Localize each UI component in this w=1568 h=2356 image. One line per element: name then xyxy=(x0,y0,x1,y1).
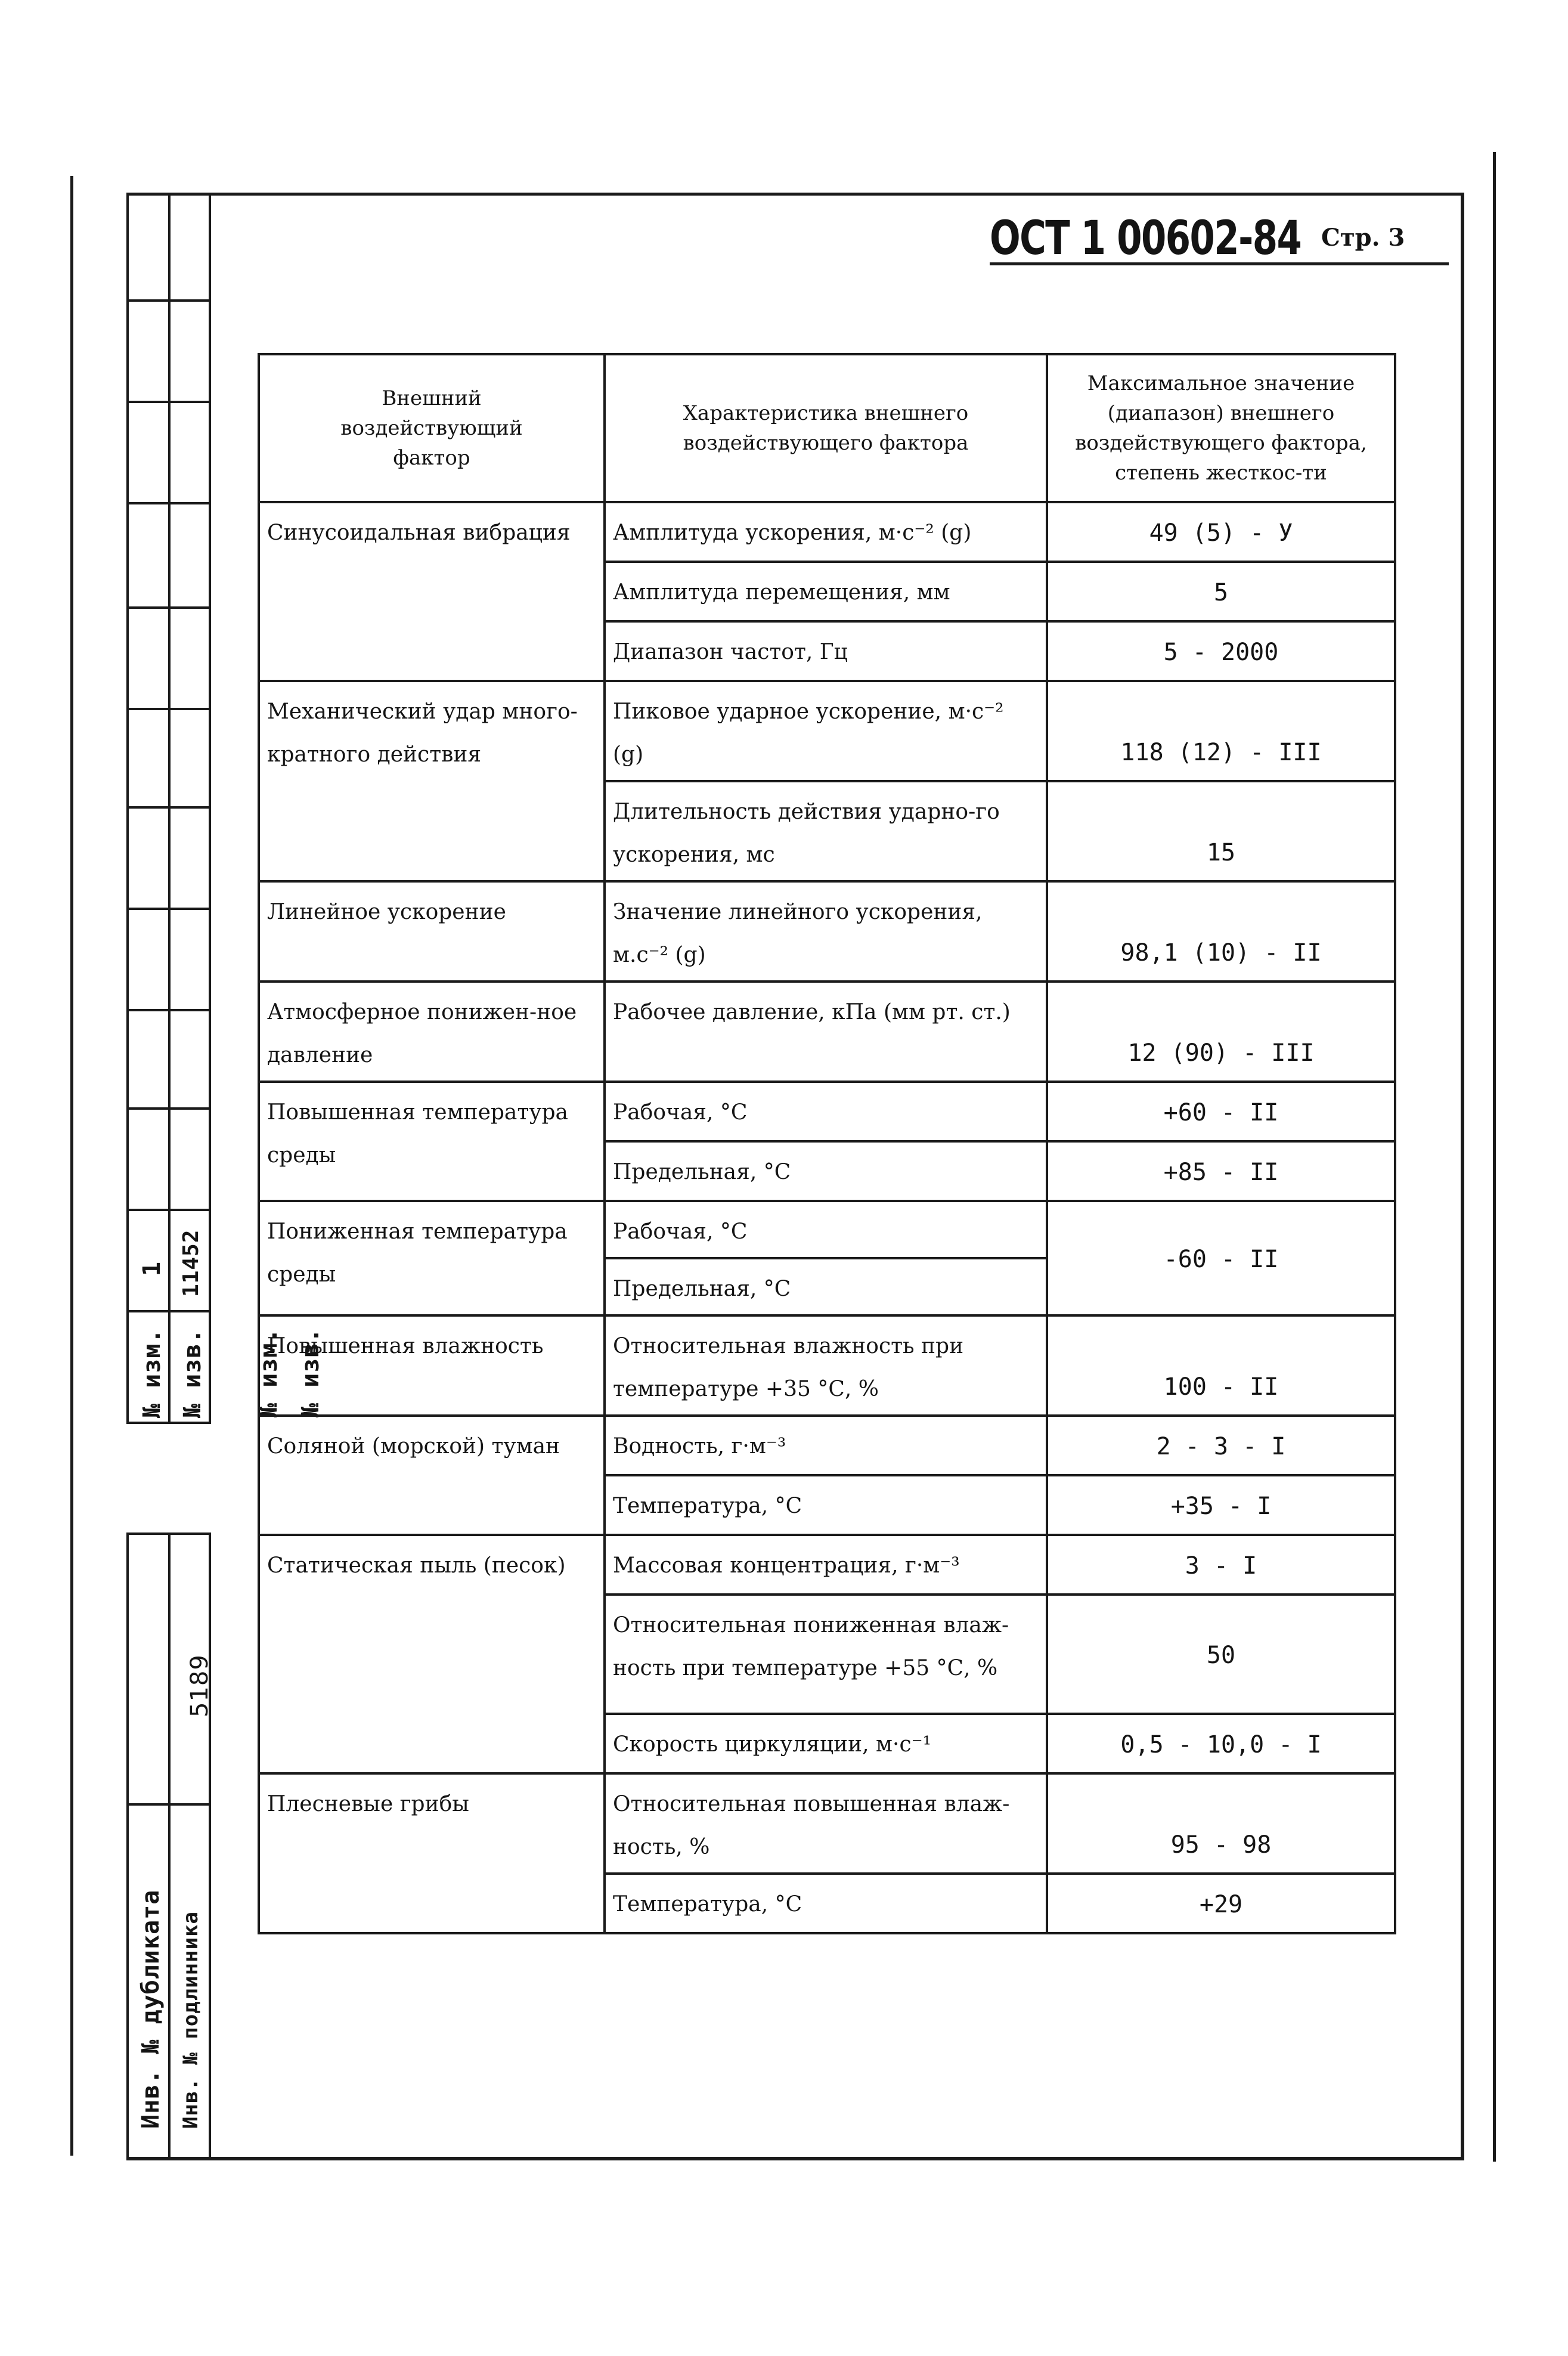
page-number: Стр. 3 xyxy=(1321,224,1405,252)
characteristic-cell: Предельная, °С xyxy=(605,1258,1047,1315)
value-cell: +60 - II xyxy=(1047,1082,1395,1141)
table-row xyxy=(259,1315,1395,1416)
characteristic-cell: Скорость циркуляции, м·с⁻¹ xyxy=(605,1714,1047,1773)
table-row xyxy=(259,681,1395,781)
stamp-row-line xyxy=(129,401,209,403)
stamp-row-line xyxy=(129,1009,209,1011)
stamp-row-line xyxy=(129,502,209,504)
factor-cell: Статическая пыль (песок) xyxy=(259,1535,605,1773)
table-row xyxy=(259,1416,1395,1475)
characteristic-cell: Относительная повышенная влаж-ность, % xyxy=(605,1773,1047,1874)
document-code: ОСТ 1 00602-84 xyxy=(990,212,1301,265)
factor-cell: Повышенная влажность xyxy=(259,1315,605,1416)
header-factor: Внешний воздействующий фактор xyxy=(259,354,605,502)
value-cell: 15 xyxy=(1047,781,1395,881)
value-cell: 5 - 2000 xyxy=(1047,621,1395,681)
notice-no-label: № изв. xyxy=(297,1327,324,1417)
factor-cell: Соляной (морской) туман xyxy=(259,1416,605,1535)
value-cell: 0,5 - 10,0 - I xyxy=(1047,1714,1395,1773)
factor-cell: Линейное ускорение xyxy=(259,881,605,982)
notice-no-value: 11452 xyxy=(179,1229,203,1297)
right-scan-edge xyxy=(1493,152,1496,2162)
characteristic-cell: Температура, °С xyxy=(605,1874,1047,1933)
stamp-row-line xyxy=(129,908,209,910)
value-cell: +85 - II xyxy=(1047,1141,1395,1201)
characteristic-cell: Предельная, °С xyxy=(605,1141,1047,1201)
characteristic-cell: Пиковое ударное ускорение, м·с⁻² (g) xyxy=(605,681,1047,781)
value-cell: 5 xyxy=(1047,562,1395,621)
factor-cell: Атмосферное понижен-ное давление xyxy=(259,982,605,1082)
table-row xyxy=(259,1201,1395,1258)
value-cell: -60 - II xyxy=(1047,1201,1395,1315)
change-no-label: № изм. xyxy=(255,1327,283,1417)
stamp-row-line xyxy=(129,708,209,710)
stamp-row-line xyxy=(129,1209,209,1211)
document-code-underline xyxy=(990,262,1449,265)
factor-cell: Плесневые грибы xyxy=(259,1773,605,1933)
characteristic-cell: Рабочая, °С xyxy=(605,1082,1047,1141)
stamp-row-line xyxy=(129,1107,209,1110)
table-row xyxy=(259,1535,1395,1595)
factor-cell: Повышенная температура среды xyxy=(259,1082,605,1201)
table-row xyxy=(259,1773,1395,1874)
value-cell: +35 - I xyxy=(1047,1475,1395,1535)
characteristic-cell: Значение линейного ускорения, м.с⁻² (g) xyxy=(605,881,1047,982)
characteristic-cell: Рабочая, °С xyxy=(605,1201,1047,1258)
characteristic-cell: Водность, г·м⁻³ xyxy=(605,1416,1047,1475)
characteristic-cell: Относительная влажность при температуре +35 °С, % xyxy=(605,1315,1047,1416)
value-cell: +29 xyxy=(1047,1874,1395,1933)
value-cell: 100 - II xyxy=(1047,1315,1395,1416)
header-max-value: Максимальное значение (диапазон) внешнего воздействующего фактора, степень жесткос-ти xyxy=(1047,354,1395,502)
value-cell: 3 - I xyxy=(1047,1535,1395,1595)
characteristic-cell: Амплитуда ускорения, м·с⁻² (g) xyxy=(605,502,1047,562)
characteristic-cell: Массовая концентрация, г·м⁻³ xyxy=(605,1535,1047,1595)
notice-no-label-text: № изв. xyxy=(179,1328,206,1418)
factor-cell: Синусоидальная вибрация xyxy=(259,502,605,681)
stamp-row-line xyxy=(129,1803,209,1806)
external-factors-table xyxy=(258,353,1396,1934)
characteristic-cell: Длительность действия ударно-го ускорения, мс xyxy=(605,781,1047,881)
table-row xyxy=(259,881,1395,982)
header-characteristic: Характеристика внешнего воздействующего фактора xyxy=(605,354,1047,502)
characteristic-cell: Относительная пониженная влаж-ность при температуре +55 °С, % xyxy=(605,1595,1047,1714)
table-header-row xyxy=(259,354,1395,502)
original-inv-label: Инв. № подлинника xyxy=(179,1911,203,2129)
change-no-label-text: № изм. xyxy=(138,1328,166,1418)
table-row xyxy=(259,1082,1395,1141)
stamp-row-line xyxy=(129,806,209,809)
original-inv-value: 5189 xyxy=(186,1654,213,1717)
value-cell: 95 - 98 xyxy=(1047,1773,1395,1874)
stamp-row-line xyxy=(129,1310,209,1312)
characteristic-cell: Рабочее давление, кПа (мм рт. ст.) xyxy=(605,982,1047,1082)
value-cell: 49 (5) - У xyxy=(1047,502,1395,562)
left-scan-edge xyxy=(70,176,73,2156)
value-cell: 12 (90) - III xyxy=(1047,982,1395,1082)
table-row xyxy=(259,982,1395,1082)
change-no-value: 1 xyxy=(138,1261,166,1276)
value-cell: 2 - 3 - I xyxy=(1047,1416,1395,1475)
stamp-divider xyxy=(168,1535,171,2158)
factor-cell: Механический удар много-кратного действия xyxy=(259,681,605,881)
characteristic-cell: Амплитуда перемещения, мм xyxy=(605,562,1047,621)
characteristic-cell: Температура, °С xyxy=(605,1475,1047,1535)
stamp-row-line xyxy=(129,606,209,609)
value-cell: 118 (12) - III xyxy=(1047,681,1395,781)
value-cell: 50 xyxy=(1047,1595,1395,1714)
factor-cell: Пониженная температура среды xyxy=(259,1201,605,1315)
characteristic-cell: Диапазон частот, Гц xyxy=(605,621,1047,681)
value-cell: 98,1 (10) - II xyxy=(1047,881,1395,982)
stamp-row-line xyxy=(129,299,209,302)
duplicate-inv-label: Инв. № дубликата xyxy=(137,1889,165,2129)
table-row xyxy=(259,502,1395,562)
